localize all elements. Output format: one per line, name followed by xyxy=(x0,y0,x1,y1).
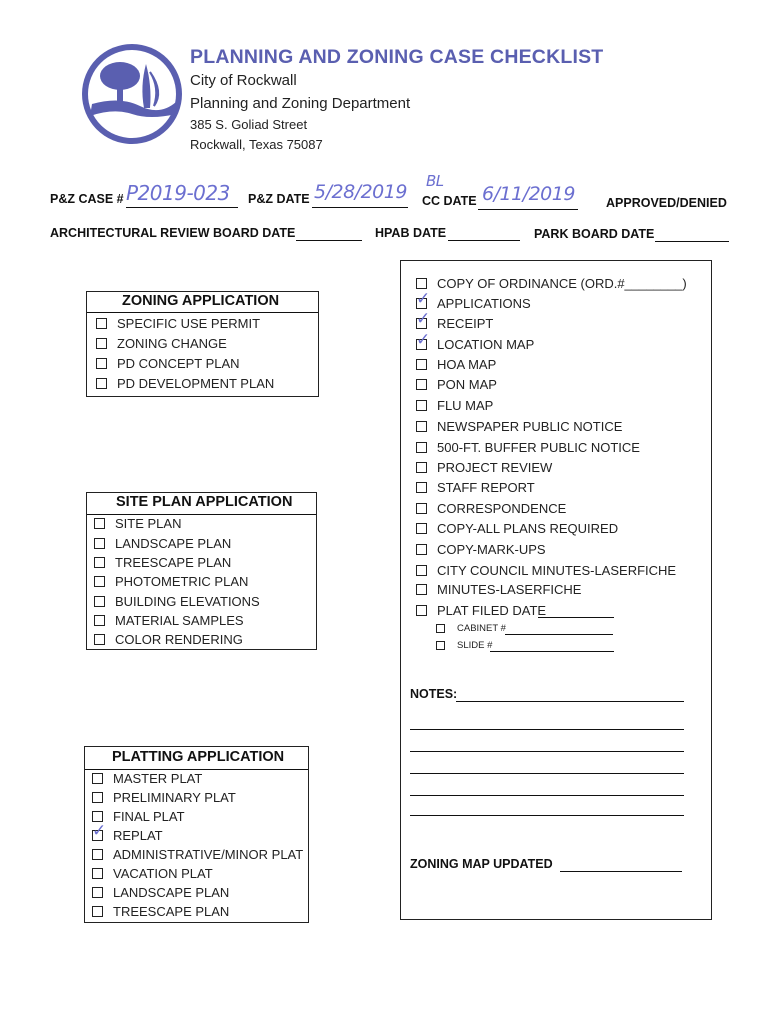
document-item[interactable]: PLAT FILED DATE xyxy=(416,603,546,618)
document-item[interactable]: 500-FT. BUFFER PUBLIC NOTICE xyxy=(416,440,640,455)
pz-case-label: P&Z CASE # xyxy=(50,192,124,206)
checkbox[interactable] xyxy=(416,503,427,514)
zoning-item[interactable]: ZONING CHANGE xyxy=(96,336,227,351)
checkbox-checked[interactable] xyxy=(416,339,427,350)
notes-line[interactable] xyxy=(410,773,684,774)
checkbox[interactable] xyxy=(416,462,427,473)
checkbox[interactable] xyxy=(94,634,105,645)
checkbox[interactable] xyxy=(94,596,105,607)
zoning-map-updated-label: ZONING MAP UPDATED xyxy=(410,857,553,871)
checkbox[interactable] xyxy=(92,792,103,803)
park-board-date-label: PARK BOARD DATE xyxy=(534,227,655,241)
platting-item[interactable]: PRELIMINARY PLAT xyxy=(92,790,236,805)
cc-date-value: 6/11/2019 xyxy=(482,183,575,205)
checkbox[interactable] xyxy=(416,379,427,390)
department-name: Planning and Zoning Department xyxy=(190,95,411,112)
site-plan-item[interactable]: COLOR RENDERING xyxy=(94,632,243,647)
zoning-item[interactable]: SPECIFIC USE PERMIT xyxy=(96,316,260,331)
checkbox[interactable] xyxy=(436,641,445,650)
pz-date-label: P&Z DATE xyxy=(248,192,310,206)
checkbox[interactable] xyxy=(416,565,427,576)
document-item[interactable]: PON MAP xyxy=(416,377,497,392)
checkbox[interactable] xyxy=(416,359,427,370)
approved-denied-label: APPROVED/DENIED xyxy=(606,196,727,210)
notes-line[interactable] xyxy=(410,729,684,730)
checkbox-checked[interactable] xyxy=(92,830,103,841)
notes-line[interactable] xyxy=(410,815,684,816)
site-plan-item[interactable]: TREESCAPE PLAN xyxy=(94,555,231,570)
checkbox[interactable] xyxy=(416,605,427,616)
platting-item[interactable]: VACATION PLAT xyxy=(92,866,213,881)
arb-date-label: ARCHITECTURAL REVIEW BOARD DATE xyxy=(50,226,296,240)
hpab-date-label: HPAB DATE xyxy=(375,226,447,240)
city-name: City of Rockwall xyxy=(190,72,297,89)
checkbox[interactable] xyxy=(92,887,103,898)
site-plan-item[interactable]: MATERIAL SAMPLES xyxy=(94,613,244,628)
document-item[interactable]: CORRESPONDENCE xyxy=(416,501,566,516)
platting-item[interactable]: LANDSCAPE PLAN xyxy=(92,885,229,900)
pz-case-value: P2019-023 xyxy=(126,181,230,205)
slide-field[interactable]: SLIDE # xyxy=(436,640,492,651)
cabinet-field[interactable]: CABINET # xyxy=(436,623,506,634)
site-plan-item[interactable]: BUILDING ELEVATIONS xyxy=(94,594,260,609)
checkbox[interactable] xyxy=(416,442,427,453)
site-plan-item[interactable]: SITE PLAN xyxy=(94,516,181,531)
document-item[interactable]: MINUTES-LASERFICHE xyxy=(416,582,581,597)
checkbox[interactable] xyxy=(92,773,103,784)
checkbox[interactable] xyxy=(416,278,427,289)
checkbox[interactable] xyxy=(92,868,103,879)
platting-item[interactable]: FINAL PLAT xyxy=(92,809,185,824)
site-plan-item[interactable]: PHOTOMETRIC PLAN xyxy=(94,574,248,589)
checkbox[interactable] xyxy=(416,400,427,411)
zoning-map-updated-line[interactable] xyxy=(560,871,682,872)
zoning-application-title: ZONING APPLICATION xyxy=(122,293,280,309)
page-title: PLANNING AND ZONING CASE CHECKLIST xyxy=(190,46,604,68)
document-item[interactable]: PROJECT REVIEW xyxy=(416,460,552,475)
checkbox[interactable] xyxy=(96,358,107,369)
notes-label: NOTES: xyxy=(410,687,458,701)
platting-item[interactable]: ADMINISTRATIVE/MINOR PLAT xyxy=(92,847,303,862)
document-item[interactable]: NEWSPAPER PUBLIC NOTICE xyxy=(416,419,622,434)
platting-application-title: PLATTING APPLICATION xyxy=(112,749,285,765)
city-logo xyxy=(80,42,184,146)
checkbox[interactable] xyxy=(416,544,427,555)
checkbox-checked[interactable] xyxy=(416,298,427,309)
document-item[interactable]: COPY-ALL PLANS REQUIRED xyxy=(416,521,618,536)
checkbox[interactable] xyxy=(416,584,427,595)
checkbox[interactable] xyxy=(96,378,107,389)
initials: BL xyxy=(426,172,444,190)
document-item[interactable]: HOA MAP xyxy=(416,357,496,372)
document-item[interactable]: ✓ RECEIPT xyxy=(416,316,493,331)
document-item[interactable]: CITY COUNCIL MINUTES-LASERFICHE xyxy=(416,563,676,578)
zoning-item[interactable]: PD CONCEPT PLAN xyxy=(96,356,240,371)
cc-date-label: CC DATE xyxy=(422,194,477,208)
checkbox[interactable] xyxy=(92,849,103,860)
zoning-item[interactable]: PD DEVELOPMENT PLAN xyxy=(96,376,274,391)
checkbox[interactable] xyxy=(94,538,105,549)
checkbox[interactable] xyxy=(92,906,103,917)
document-item[interactable]: FLU MAP xyxy=(416,398,493,413)
document-item[interactable]: ✓ LOCATION MAP xyxy=(416,337,534,352)
platting-item[interactable]: ✓ REPLAT xyxy=(92,828,163,843)
notes-line[interactable] xyxy=(410,795,684,796)
site-plan-item[interactable]: LANDSCAPE PLAN xyxy=(94,536,231,551)
checkbox[interactable] xyxy=(94,557,105,568)
checkbox[interactable] xyxy=(96,338,107,349)
street-address: 385 S. Goliad Street xyxy=(190,117,308,132)
checkbox[interactable] xyxy=(416,482,427,493)
checkbox[interactable] xyxy=(416,421,427,432)
document-item[interactable]: COPY-MARK-UPS xyxy=(416,542,546,557)
pz-date-value: 5/28/2019 xyxy=(314,181,407,203)
city-state-zip: Rockwall, Texas 75087 xyxy=(190,137,323,152)
notes-line[interactable] xyxy=(410,751,684,752)
platting-item[interactable]: TREESCAPE PLAN xyxy=(92,904,229,919)
document-item[interactable]: STAFF REPORT xyxy=(416,480,535,495)
checkbox[interactable] xyxy=(94,518,105,529)
platting-item[interactable]: MASTER PLAT xyxy=(92,771,202,786)
site-plan-application-title: SITE PLAN APPLICATION xyxy=(116,494,293,510)
notes-line[interactable] xyxy=(456,701,684,702)
checkbox[interactable] xyxy=(96,318,107,329)
checkbox[interactable] xyxy=(94,615,105,626)
document-item[interactable]: COPY OF ORDINANCE (ORD.#________) xyxy=(416,276,687,291)
document-item[interactable]: ✓ APPLICATIONS xyxy=(416,296,531,311)
checkbox[interactable] xyxy=(416,523,427,534)
checkbox-checked[interactable] xyxy=(416,318,427,329)
checkbox[interactable] xyxy=(94,576,105,587)
checkbox[interactable] xyxy=(436,624,445,633)
